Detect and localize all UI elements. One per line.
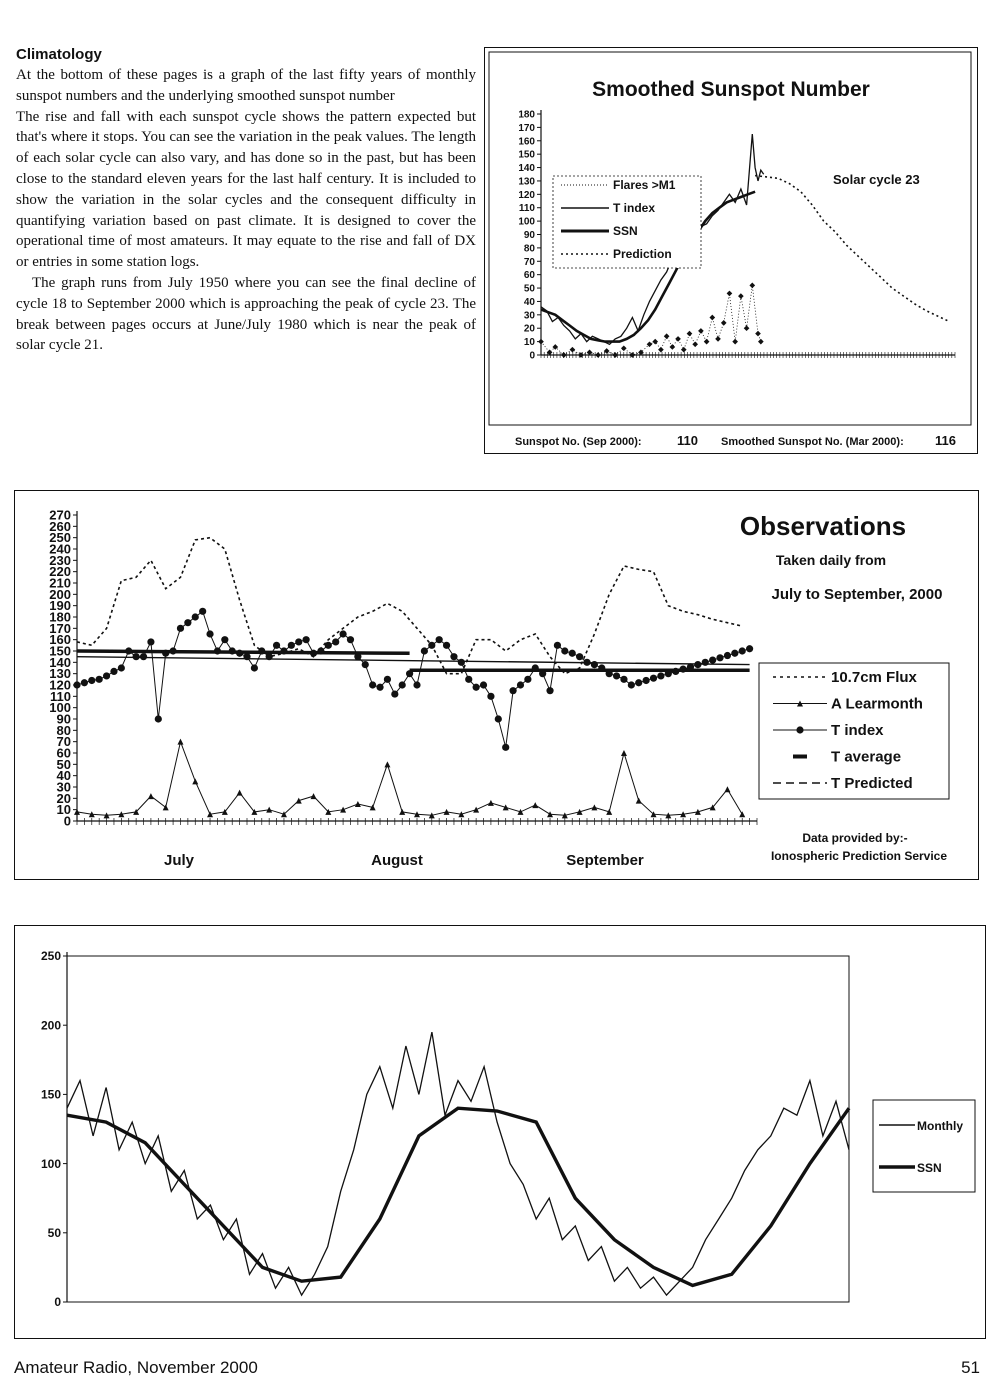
t-index-point xyxy=(280,647,287,654)
t-index-point xyxy=(118,664,125,671)
y-tick-label: 160 xyxy=(518,136,535,148)
t-index-point xyxy=(480,681,487,688)
a-learmonth-point xyxy=(621,750,627,756)
a-learmonth-point xyxy=(503,804,509,810)
t-index-point xyxy=(591,661,598,668)
t-index-point xyxy=(672,668,679,675)
a-learmonth-point xyxy=(473,807,479,813)
t-index-point xyxy=(376,684,383,691)
t-index-point xyxy=(110,668,117,675)
flares-point xyxy=(675,336,681,342)
y-tick-label: 150 xyxy=(518,149,535,161)
t-index-point xyxy=(339,630,346,637)
y-tick-label: 40 xyxy=(523,296,535,308)
flares-point xyxy=(687,331,693,337)
flares-point xyxy=(744,325,750,331)
flares-point xyxy=(758,339,764,345)
t-index-point xyxy=(746,645,753,652)
t-index-point xyxy=(687,663,694,670)
t-index-point xyxy=(443,642,450,649)
y-tick-label: 10 xyxy=(523,337,535,349)
month-label: July xyxy=(163,852,195,869)
t-index-point xyxy=(635,679,642,686)
y-tick-label: 120 xyxy=(518,189,535,201)
t-index-point xyxy=(229,647,236,654)
t-index-point xyxy=(532,664,539,671)
y-tick-label: 250 xyxy=(40,949,61,964)
a-learmonth-point xyxy=(591,804,597,810)
legend-label: T index xyxy=(831,722,884,739)
t-index-point xyxy=(303,636,310,643)
t-index-point xyxy=(384,676,391,683)
t-index-point xyxy=(473,684,480,691)
t-index-point xyxy=(391,690,398,697)
a-learmonth-point xyxy=(488,800,494,806)
t-index-point xyxy=(155,715,162,722)
t-index-point xyxy=(724,652,731,659)
y-tick-label: 100 xyxy=(518,216,535,228)
publication-name: Amateur Radio, November 2000 xyxy=(14,1358,258,1377)
prediction-line xyxy=(755,176,949,322)
y-tick-label: 180 xyxy=(518,109,535,121)
y-tick-label: 170 xyxy=(49,620,71,636)
legend-label: Prediction xyxy=(613,247,672,261)
t-index-point xyxy=(436,636,443,643)
t-index-point xyxy=(103,672,110,679)
t-predicted-line xyxy=(77,657,750,665)
flares-point xyxy=(570,347,576,353)
observations-chart-panel xyxy=(14,490,979,880)
t-index-point xyxy=(576,653,583,660)
t-index-point xyxy=(643,677,650,684)
sunspot-chart xyxy=(485,48,977,453)
t-index-point xyxy=(317,647,324,654)
data-credit-1: Data provided by:- xyxy=(802,831,908,845)
article xyxy=(16,46,476,356)
t-index-point xyxy=(509,687,516,694)
flares-point xyxy=(715,336,721,342)
y-tick-label: 170 xyxy=(518,122,535,134)
a-learmonth-point xyxy=(311,793,317,799)
t-index-point xyxy=(665,670,672,677)
y-tick-label: 60 xyxy=(523,270,535,282)
y-tick-label: 50 xyxy=(523,283,535,295)
y-tick-label: 50 xyxy=(47,1226,61,1240)
t-index-point xyxy=(199,608,206,615)
t-index-point xyxy=(739,647,746,654)
flares-point xyxy=(658,347,664,353)
observations-subtitle-2: July to September, 2000 xyxy=(771,586,943,603)
y-tick-label: 20 xyxy=(523,323,535,335)
sunspot-footer-value: 110 xyxy=(677,433,698,448)
y-tick-label: 150 xyxy=(40,1087,61,1102)
a-learmonth-point xyxy=(724,786,730,792)
t-index-point xyxy=(81,679,88,686)
t-index-point xyxy=(206,630,213,637)
y-tick-label: 0 xyxy=(63,813,71,829)
t-index-point xyxy=(125,647,132,654)
article-paragraph-1: At the bottom of these pages is a graph of the last fifty years of monthly sunspot numbers and the underlying smoothed sunspot number xyxy=(16,67,476,104)
t-index-point xyxy=(495,715,502,722)
a-learmonth-point xyxy=(606,809,612,815)
t-index-point xyxy=(709,656,716,663)
flares-point xyxy=(587,349,593,355)
t-index-point xyxy=(628,681,635,688)
t-index-point xyxy=(554,642,561,649)
plot-area-frame xyxy=(67,956,849,1302)
a-learmonth-point xyxy=(177,739,183,745)
t-index-point xyxy=(650,675,657,682)
y-tick-label: 110 xyxy=(50,688,71,704)
y-tick-label: 60 xyxy=(56,745,71,761)
t-index-point xyxy=(243,653,250,660)
article-heading: Climatology xyxy=(16,46,102,63)
y-tick-label: 80 xyxy=(523,243,535,255)
a-learmonth-point xyxy=(192,778,198,784)
y-tick-label: 90 xyxy=(523,230,535,241)
month-label: September xyxy=(566,852,644,869)
t-index-point xyxy=(88,677,95,684)
t-index-point xyxy=(214,647,221,654)
flares-point xyxy=(755,331,761,337)
a-learmonth-point xyxy=(517,809,523,815)
t-index-point xyxy=(716,654,723,661)
y-tick-label: 110 xyxy=(518,203,535,215)
y-tick-label: 120 xyxy=(49,677,71,693)
t-index-point xyxy=(657,672,664,679)
y-tick-label: 50 xyxy=(56,756,71,772)
a-learmonth-point xyxy=(296,798,302,804)
sunspot-history-chart xyxy=(15,926,985,1338)
flares-point xyxy=(709,315,715,321)
t-index-point xyxy=(96,676,103,683)
a-learmonth-point xyxy=(237,790,243,796)
y-tick-label: 200 xyxy=(49,586,71,602)
t-index-point xyxy=(465,676,472,683)
t-index-point xyxy=(354,653,361,660)
y-tick-label: 240 xyxy=(49,541,71,557)
y-tick-label: 70 xyxy=(523,256,535,268)
flares-point xyxy=(652,339,658,345)
y-tick-label: 150 xyxy=(49,643,71,659)
t-index-point xyxy=(192,613,199,620)
t-index-point xyxy=(288,642,295,649)
t-index-point xyxy=(295,638,302,645)
flares-point xyxy=(698,328,704,334)
legend-label: SSN xyxy=(917,1161,942,1175)
y-tick-label: 210 xyxy=(49,575,71,591)
month-label: August xyxy=(371,852,423,869)
y-tick-label: 230 xyxy=(49,552,71,568)
t-index-point xyxy=(221,636,228,643)
article-paragraph-3: The graph runs from July 1950 where you can see the final decline of cycle 18 to September 2000 which is approaching the peak of cycle 23. The break between pages occurs at June/July 1980 which is near the peak of solar cycle 21. xyxy=(16,274,476,354)
t-index-point xyxy=(694,661,701,668)
y-tick-label: 80 xyxy=(56,722,71,738)
legend-label: SSN xyxy=(613,224,638,238)
observations-title: Observations xyxy=(739,511,907,541)
t-index-point xyxy=(236,650,243,657)
a-learmonth-point xyxy=(532,802,538,808)
t-index-point xyxy=(347,636,354,643)
t-index-point xyxy=(184,619,191,626)
t-index-point xyxy=(413,681,420,688)
monthly-line xyxy=(67,1032,849,1295)
t-index-point xyxy=(539,670,546,677)
t-index-point xyxy=(421,647,428,654)
t-index-point xyxy=(73,681,80,688)
observations-subtitle-1: Taken daily from xyxy=(775,552,887,568)
sunspot-history-chart-panel xyxy=(14,925,986,1339)
flares-point xyxy=(538,339,544,345)
t-index-point xyxy=(598,664,605,671)
legend-label: Monthly xyxy=(917,1119,963,1133)
y-tick-label: 90 xyxy=(56,711,71,727)
t-index-point xyxy=(731,650,738,657)
y-tick-label: 130 xyxy=(518,176,535,188)
flares-point xyxy=(664,333,670,339)
data-credit-2: Ionospheric Prediction Service xyxy=(770,849,948,863)
t-index-point xyxy=(258,647,265,654)
t-index-point xyxy=(369,681,376,688)
t-index-point xyxy=(487,693,494,700)
y-tick-label: 220 xyxy=(49,564,71,580)
y-tick-label: 20 xyxy=(56,790,71,806)
t-index-point xyxy=(273,642,280,649)
y-tick-label: 130 xyxy=(49,666,71,682)
smoothed-footer-value: 116 xyxy=(935,433,956,448)
y-tick-label: 140 xyxy=(518,163,535,175)
t-index-point xyxy=(702,659,709,666)
flares-point xyxy=(704,339,710,345)
t-index-point xyxy=(502,744,509,751)
y-tick-label: 260 xyxy=(49,518,71,534)
flares-point xyxy=(749,283,755,289)
t-index-point xyxy=(325,642,332,649)
t-index-point xyxy=(679,666,686,673)
t-index-point xyxy=(613,672,620,679)
flares-point xyxy=(621,345,627,351)
a-learmonth-point xyxy=(148,793,154,799)
t-index-point xyxy=(169,647,176,654)
t-index-point xyxy=(147,638,154,645)
legend-marker xyxy=(796,726,803,733)
solar-cycle-annotation: Solar cycle 23 xyxy=(833,172,920,187)
legend-label: Flares >M1 xyxy=(613,178,676,192)
y-tick-label: 140 xyxy=(49,654,71,670)
t-index-point xyxy=(517,681,524,688)
t-index-point xyxy=(266,653,273,660)
flares-point xyxy=(681,347,687,353)
article-paragraph-2: The rise and fall with each sunspot cycle shows the pattern expected but that's where it stops. You can see the variation in the peak values. The length of each solar cycle can also vary, and has done so in the past, but has been close to the standard eleven years for the last half century. It is included to show the variation in the solar cycles and the consequent difficulty in quantifying variation based on past climate. It is designed to cover the operational time of most amateurs. It may equate to the rise and fall of DX or entries in some station logs. xyxy=(16,108,476,271)
flares-point xyxy=(595,352,601,358)
t-index-point xyxy=(569,650,576,657)
t-index-point xyxy=(428,642,435,649)
y-tick-label: 0 xyxy=(529,350,535,362)
t-index-point xyxy=(162,650,169,657)
t-index-point xyxy=(406,670,413,677)
a-learmonth-point xyxy=(384,761,390,767)
t-index-point xyxy=(310,650,317,657)
t-index-point xyxy=(133,653,140,660)
t-index-point xyxy=(546,687,553,694)
sunspot-chart-title: Smoothed Sunspot Number xyxy=(592,78,870,101)
y-tick-label: 100 xyxy=(49,700,71,716)
y-tick-label: 70 xyxy=(56,734,71,750)
a-learmonth-line xyxy=(77,742,742,816)
y-tick-label: 0 xyxy=(54,1295,61,1310)
a-learmonth-point xyxy=(636,798,642,804)
y-tick-label: 250 xyxy=(49,530,71,546)
y-tick-label: 200 xyxy=(40,1018,61,1033)
t-index-point xyxy=(458,659,465,666)
y-tick-label: 10 xyxy=(56,802,71,818)
y-tick-label: 100 xyxy=(40,1156,61,1171)
y-tick-label: 30 xyxy=(56,779,71,795)
t-index-point xyxy=(620,676,627,683)
y-tick-label: 30 xyxy=(523,310,535,322)
y-tick-label: 190 xyxy=(49,598,71,614)
legend-label: T Predicted xyxy=(831,775,913,792)
t-index-point xyxy=(450,653,457,660)
t-index-point xyxy=(561,647,568,654)
flares-point xyxy=(732,339,738,345)
page-number: 51 xyxy=(961,1358,980,1377)
y-tick-label: 270 xyxy=(49,507,71,523)
legend-label: T average xyxy=(831,748,902,766)
flares-point xyxy=(692,341,698,347)
smoothed-footer-label: Smoothed Sunspot No. (Mar 2000): xyxy=(721,436,904,448)
t-index-point xyxy=(140,653,147,660)
t-index-point xyxy=(524,676,531,683)
t-index-point xyxy=(583,659,590,666)
sunspot-chart-panel xyxy=(484,47,978,454)
flares-point xyxy=(738,293,744,299)
t-index-point xyxy=(362,661,369,668)
y-tick-label: 160 xyxy=(49,632,71,648)
a-learmonth-point xyxy=(739,811,745,817)
legend-label: A Learmonth xyxy=(831,695,923,713)
t-index-point xyxy=(177,625,184,632)
t-index-point xyxy=(399,681,406,688)
y-tick-label: 180 xyxy=(49,609,71,625)
legend-label: T index xyxy=(613,201,656,215)
history-legend xyxy=(873,1100,975,1192)
y-tick-label: 40 xyxy=(56,768,71,784)
sunspot-footer-label: Sunspot No. (Sep 2000): xyxy=(515,436,642,448)
flares-point xyxy=(727,291,733,297)
t-index-point xyxy=(606,670,613,677)
flares-point xyxy=(721,320,727,326)
flares-point xyxy=(670,344,676,350)
observations-chart xyxy=(15,491,978,879)
t-index-point xyxy=(332,638,339,645)
legend-label: 10.7cm Flux xyxy=(831,669,917,686)
t-index-point xyxy=(251,664,258,671)
